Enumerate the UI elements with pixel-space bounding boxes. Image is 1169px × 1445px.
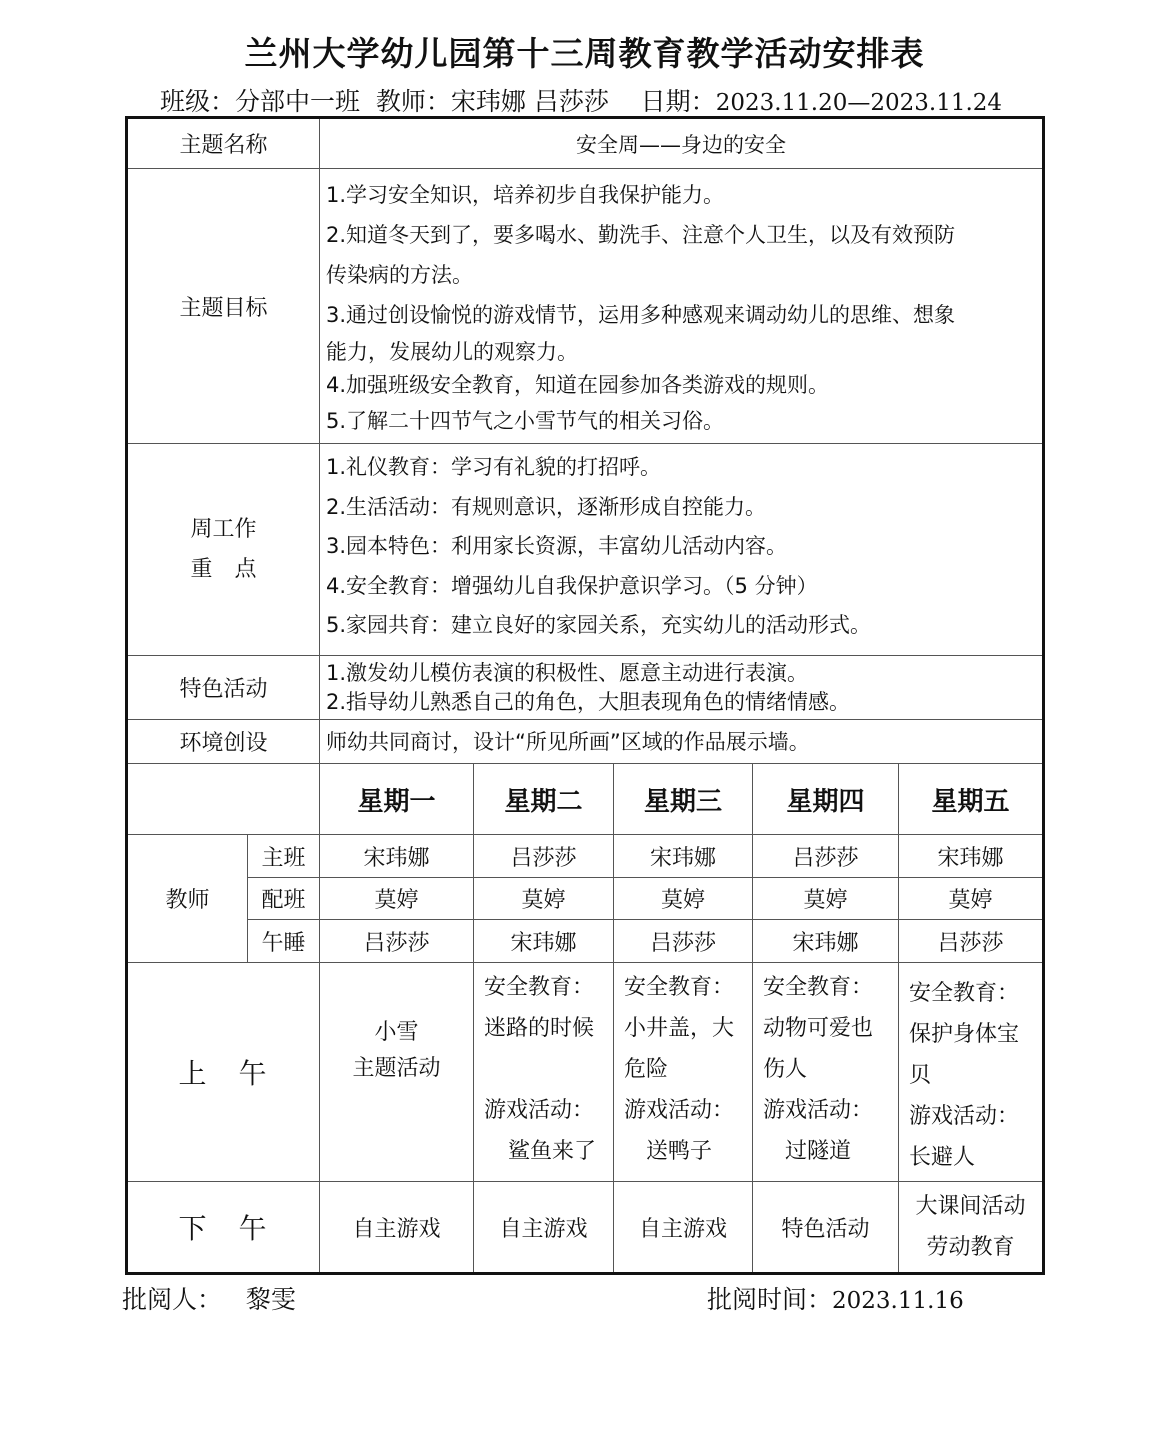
focus-item: 3.园本特色：利用家长资源，丰富幼儿活动内容。: [326, 534, 788, 558]
morning-tue-line: 迷路的时候: [484, 1016, 595, 1041]
teacher-label: 教师：宋玮娜 吕莎莎: [375, 87, 609, 116]
morning-tue-line: 安全教育：: [484, 975, 595, 1000]
goal-line: 5.了解二十四节气之小雪节气的相关习俗。: [326, 409, 725, 433]
morning-fri-line: 游戏活动：: [909, 1104, 1020, 1129]
corner-cell: [127, 764, 320, 835]
role-nap: 午睡: [248, 920, 320, 963]
meta-line: [160, 82, 1002, 118]
teacher-cell: 莫婷: [474, 878, 614, 920]
focus-list: [320, 444, 1044, 656]
afternoon-label: 下 午: [127, 1182, 320, 1274]
teacher-cell: 莫婷: [753, 878, 899, 920]
teacher-cell: 吕莎莎: [899, 920, 1044, 963]
goal-line: 传染病的方法。: [326, 263, 474, 287]
afternoon-fri: [899, 1182, 1044, 1274]
day-header-mon: 星期一: [320, 764, 474, 835]
teacher-cell: 吕莎莎: [614, 920, 753, 963]
morning-mon: [320, 963, 474, 1182]
reviewer: [122, 1280, 296, 1316]
reviewer-name: 黎雯: [245, 1285, 296, 1314]
reviewer-label: 批阅人：: [122, 1285, 223, 1314]
goal-line: 能力，发展幼儿的观察力。: [326, 340, 579, 364]
morning-mon-line: 小雪: [374, 1020, 419, 1045]
day-header-thu: 星期四: [753, 764, 899, 835]
teacher-cell: 莫婷: [614, 878, 753, 920]
morning-tue-spacer: [484, 1049, 605, 1090]
teacher-cell: 吕莎莎: [474, 835, 614, 878]
teacher-cell: 吕莎莎: [753, 835, 899, 878]
morning-wed-line: 危险: [624, 1057, 669, 1082]
goal-line: 2.知道冬天到了，要多喝水、勤洗手、注意个人卫生，以及有效预防: [326, 223, 956, 247]
review-time-label: 批阅时间：: [707, 1285, 833, 1314]
theme-goal-list: [320, 169, 1044, 444]
afternoon-thu: 特色活动: [753, 1182, 899, 1274]
morning-thu-line: 安全教育：: [763, 975, 874, 1000]
goal-line: 4.加强班级安全教育，知道在园参加各类游戏的规则。: [326, 373, 830, 397]
review-time: [707, 1280, 964, 1316]
teacher-cell: 宋玮娜: [614, 835, 753, 878]
class-label: 班级：分部中一班: [160, 87, 361, 116]
day-header-fri: 星期五: [899, 764, 1044, 835]
teacher-cell: 吕莎莎: [320, 920, 474, 963]
theme-name-label: 主题名称: [127, 118, 320, 169]
feature-label: 特色活动: [127, 656, 320, 720]
teacher-cell: 宋玮娜: [899, 835, 1044, 878]
focus-item: 4.安全教育：增强幼儿自我保护意识学习。（5 分钟）: [326, 573, 818, 598]
morning-fri: [899, 963, 1044, 1182]
morning-wed: [614, 963, 753, 1182]
morning-thu-line: 伤人: [763, 1057, 808, 1082]
focus-label-line2: 重 点: [190, 556, 257, 582]
morning-thu-line: 过隧道: [785, 1139, 852, 1164]
teacher-cell: 宋玮娜: [474, 920, 614, 963]
morning-mon-line: 主题活动: [352, 1056, 441, 1081]
morning-thu: [753, 963, 899, 1182]
morning-wed-line: 小井盖，大: [624, 1016, 735, 1041]
teacher-cell: 宋玮娜: [753, 920, 899, 963]
page-title: 兰州大学幼儿园第十三周教育教学活动安排表: [244, 34, 925, 73]
environment-value: 师幼共同商讨，设计“所见所画”区域的作品展示墙。: [320, 720, 1044, 764]
afternoon-wed: 自主游戏: [614, 1182, 753, 1274]
teacher-cell: 莫婷: [899, 878, 1044, 920]
morning-fri-line: 长避人: [909, 1145, 976, 1170]
environment-label: 环境创设: [127, 720, 320, 764]
schedule-table: [125, 116, 1045, 1275]
morning-wed-line: 送鸭子: [646, 1139, 713, 1164]
goal-line: 3.通过创设愉悦的游戏情节，运用多种感观来调动幼儿的思维、想象: [326, 303, 956, 327]
focus-label: [127, 444, 320, 656]
morning-wed-line: 安全教育：: [624, 975, 735, 1000]
day-header-tue: 星期二: [474, 764, 614, 835]
morning-fri-line: 安全教育：: [909, 981, 1020, 1006]
focus-label-line1: 周工作: [190, 516, 257, 542]
afternoon-tue: 自主游戏: [474, 1182, 614, 1274]
morning-thu-line: 动物可爱也: [763, 1016, 874, 1041]
morning-tue-line: 游戏活动：: [484, 1098, 595, 1123]
role-main: 主班: [248, 835, 320, 878]
teacher-cell: 宋玮娜: [320, 835, 474, 878]
afternoon-mon: 自主游戏: [320, 1182, 474, 1274]
theme-name-value: 安全周——身边的安全: [320, 118, 1044, 169]
teacher-cell: 莫婷: [320, 878, 474, 920]
date-label: 日期：: [640, 87, 716, 116]
date-value: 2023.11.20—2023.11.24: [715, 90, 1003, 116]
afternoon-fri-line: 劳动教育: [926, 1235, 1015, 1260]
focus-item: 1.礼仪教育：学习有礼貌的打招呼。: [326, 455, 662, 479]
goal-line: 1.学习安全知识，培养初步自我保护能力。: [326, 183, 725, 207]
feature-list: [320, 656, 1044, 720]
afternoon-fri-line: 大课间活动: [915, 1194, 1026, 1219]
day-header-wed: 星期三: [614, 764, 753, 835]
theme-goal-label: 主题目标: [127, 169, 320, 444]
feature-item: 1.激发幼儿模仿表演的积极性、愿意主动进行表演。: [326, 660, 809, 685]
review-time-value: 2023.11.16: [832, 1288, 964, 1314]
role-assist: 配班: [248, 878, 320, 920]
morning-wed-line: 游戏活动：: [624, 1098, 735, 1123]
morning-tue-line: 鲨鱼来了: [508, 1139, 597, 1164]
focus-item: 2.生活活动：有规则意识，逐渐形成自控能力。: [326, 494, 767, 519]
morning-fri-line: 贝: [909, 1063, 932, 1088]
morning-thu-line: 游戏活动：: [763, 1098, 874, 1123]
teachers-label: 教师: [127, 835, 248, 963]
morning-tue: [474, 963, 614, 1182]
morning-fri-line: 保护身体宝: [909, 1022, 1020, 1047]
feature-item: 2.指导幼儿熟悉自己的角色，大胆表现角色的情绪情感。: [326, 689, 851, 714]
focus-item: 5.家园共育：建立良好的家园关系，充实幼儿的活动形式。: [326, 613, 872, 637]
morning-label: 上 午: [127, 963, 320, 1182]
